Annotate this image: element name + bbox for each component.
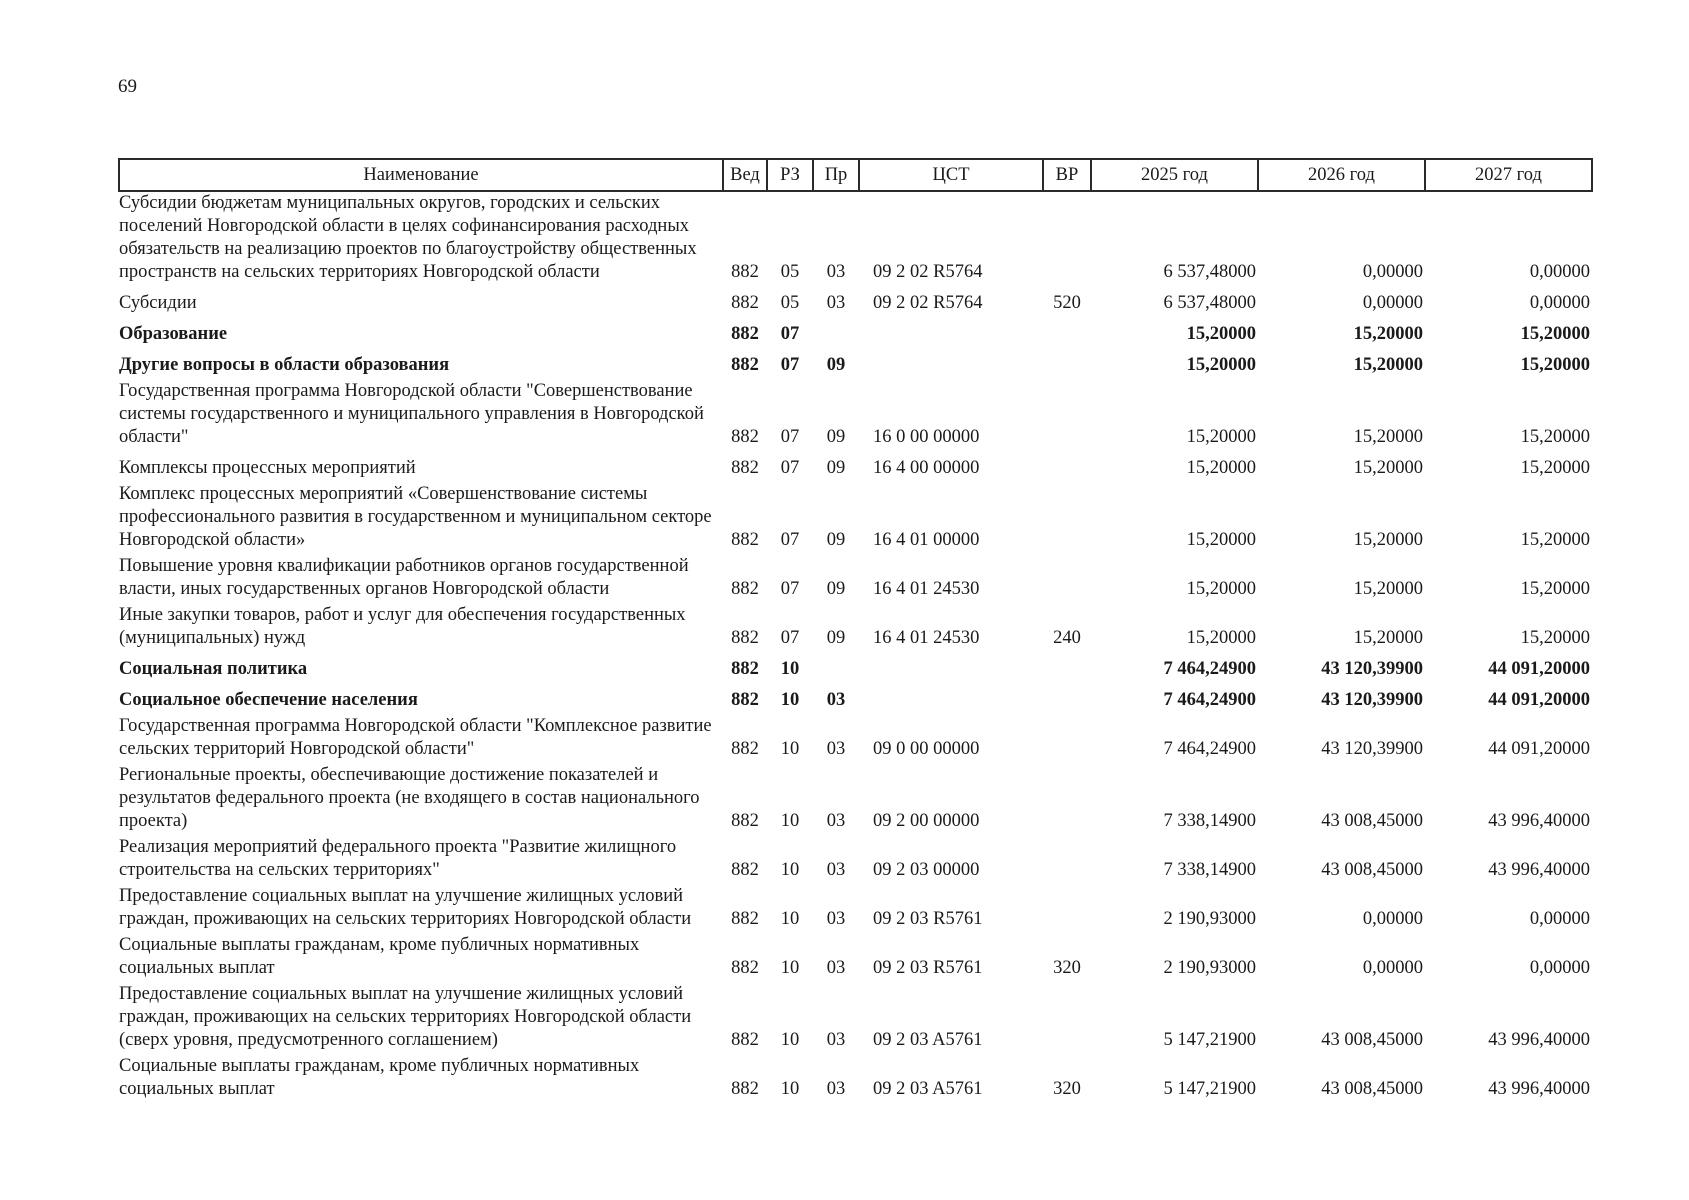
row-2026: 15,20000 xyxy=(1353,628,1423,648)
page-number: 69 xyxy=(118,76,137,97)
row-rz: 07 xyxy=(780,628,800,648)
row-pr xyxy=(813,653,859,684)
table-row xyxy=(119,318,1592,349)
row-vr xyxy=(1043,885,1091,934)
row-ved: 882 xyxy=(731,860,759,880)
row-2025: 6 537,48000 xyxy=(1163,262,1256,282)
row-ved: 882 xyxy=(731,262,759,282)
row-name: Другие вопросы в области образования xyxy=(119,355,450,375)
row-ved: 882 xyxy=(731,811,759,831)
row-2027: 15,20000 xyxy=(1520,579,1590,599)
table-row xyxy=(119,452,1592,483)
row-name: Предоставление социальных выплат на улучшение жилищных условий граждан, проживающих на сельских территориях Новгородской области xyxy=(119,886,692,929)
row-rz: 07 xyxy=(780,324,800,344)
row-2026: 43 120,39900 xyxy=(1321,690,1423,710)
row-ved: 882 xyxy=(731,458,759,478)
row-2026: 43 120,39900 xyxy=(1321,659,1423,679)
row-pr: 03 xyxy=(826,690,846,710)
row-pr: 03 xyxy=(826,262,846,282)
row-rz: 10 xyxy=(780,860,800,880)
table-row xyxy=(119,1055,1592,1104)
header-cst: ЦСТ xyxy=(859,159,1043,191)
row-2025: 7 464,24900 xyxy=(1163,690,1256,710)
row-rz: 07 xyxy=(780,355,800,375)
row-2025: 6 537,48000 xyxy=(1163,293,1256,313)
row-2026: 43 120,39900 xyxy=(1321,739,1423,759)
table-row xyxy=(119,684,1592,715)
row-2025: 2 190,93000 xyxy=(1163,909,1256,929)
row-cst: 09 0 00 00000 xyxy=(873,739,980,759)
row-name: Государственная программа Новгородской области "Комплексное развитие сельских территорий Новгородской области" xyxy=(119,716,712,759)
row-rz: 10 xyxy=(780,1030,800,1050)
row-cst: 09 2 02 R5764 xyxy=(873,293,983,313)
row-2025: 15,20000 xyxy=(1186,324,1256,344)
row-vr xyxy=(1043,483,1091,555)
table-row xyxy=(119,380,1592,452)
row-rz: 10 xyxy=(780,958,800,978)
row-2027: 15,20000 xyxy=(1520,628,1590,648)
row-pr: 03 xyxy=(826,811,846,831)
row-name: Социальные выплаты гражданам, кроме публичных нормативных социальных выплат xyxy=(119,935,640,978)
row-2027: 43 996,40000 xyxy=(1488,1079,1590,1099)
row-name: Региональные проекты, обеспечивающие достижение показателей и результатов федерального проекта (не входящего в состав национального проекта) xyxy=(119,765,700,831)
row-rz: 10 xyxy=(780,1079,800,1099)
table-row xyxy=(119,836,1592,885)
row-2027: 15,20000 xyxy=(1520,355,1590,375)
row-name: Иные закупки товаров, работ и услуг для обеспечения государственных (муниципальных) нужд xyxy=(119,605,686,648)
row-2026: 0,00000 xyxy=(1362,293,1423,313)
row-vr: 320 xyxy=(1053,1079,1081,1099)
row-cst: 09 2 00 00000 xyxy=(873,811,980,831)
budget-table xyxy=(118,158,1593,1104)
row-2027: 44 091,20000 xyxy=(1488,739,1590,759)
row-cst: 09 2 03 A5761 xyxy=(873,1079,983,1099)
row-2027: 0,00000 xyxy=(1529,293,1590,313)
row-cst: 09 2 03 00000 xyxy=(873,860,980,880)
row-vr xyxy=(1043,191,1091,287)
row-vr xyxy=(1043,452,1091,483)
header-vr: ВР xyxy=(1043,159,1091,191)
row-2025: 5 147,21900 xyxy=(1163,1079,1256,1099)
row-name: Социальные выплаты гражданам, кроме публичных нормативных социальных выплат xyxy=(119,1056,640,1099)
row-cst xyxy=(859,684,1043,715)
header-rz: РЗ xyxy=(767,159,813,191)
row-pr: 03 xyxy=(826,293,846,313)
row-cst xyxy=(859,318,1043,349)
header-2027: 2027 год xyxy=(1425,159,1592,191)
row-2026: 15,20000 xyxy=(1353,530,1423,550)
row-ved: 882 xyxy=(731,739,759,759)
table-row xyxy=(119,555,1592,604)
header-name: Наименование xyxy=(119,159,723,191)
row-ved: 882 xyxy=(731,293,759,313)
row-pr: 09 xyxy=(826,355,846,375)
header-2026: 2026 год xyxy=(1258,159,1425,191)
row-name: Реализация мероприятий федерального проекта "Развитие жилищного строительства на сельских территориях" xyxy=(119,837,677,880)
row-2025: 2 190,93000 xyxy=(1163,958,1256,978)
row-2025: 7 464,24900 xyxy=(1163,659,1256,679)
row-2026: 15,20000 xyxy=(1353,458,1423,478)
row-ved: 882 xyxy=(731,1030,759,1050)
row-rz: 05 xyxy=(780,293,800,313)
row-2027: 43 996,40000 xyxy=(1488,1030,1590,1050)
row-rz: 10 xyxy=(780,811,800,831)
row-rz: 10 xyxy=(780,739,800,759)
table-body xyxy=(119,191,1592,1104)
row-rz: 10 xyxy=(780,659,800,679)
row-name: Субсидии бюджетам муниципальных округов, городских и сельских поселений Новгородской области в целях софинансирования расходных обязательств на реализацию проектов по благоустройству общественных пространств на сельских территориях Новгородской области xyxy=(119,193,697,282)
row-2025: 15,20000 xyxy=(1186,355,1256,375)
row-pr: 03 xyxy=(826,739,846,759)
row-2027: 0,00000 xyxy=(1529,958,1590,978)
row-2027: 0,00000 xyxy=(1529,262,1590,282)
row-2026: 43 008,45000 xyxy=(1321,860,1423,880)
row-cst: 09 2 03 A5761 xyxy=(873,1030,983,1050)
row-cst: 16 0 00 00000 xyxy=(873,427,980,447)
row-ved: 882 xyxy=(731,958,759,978)
row-pr: 09 xyxy=(826,628,846,648)
row-2027: 15,20000 xyxy=(1520,427,1590,447)
row-ved: 882 xyxy=(731,579,759,599)
table-row xyxy=(119,885,1592,934)
row-name: Повышение уровня квалификации работников органов государственной власти, иных государственных органов Новгородской области xyxy=(119,556,689,599)
row-ved: 882 xyxy=(731,1079,759,1099)
table-row xyxy=(119,934,1592,983)
row-pr: 03 xyxy=(826,958,846,978)
row-2025: 7 338,14900 xyxy=(1163,860,1256,880)
row-name: Предоставление социальных выплат на улучшение жилищных условий граждан, проживающих на сельских территориях Новгородской области (сверх уровня, предусмотренного соглашением) xyxy=(119,984,692,1050)
row-ved: 882 xyxy=(731,427,759,447)
row-2026: 0,00000 xyxy=(1362,958,1423,978)
row-vr xyxy=(1043,349,1091,380)
row-2025: 15,20000 xyxy=(1186,427,1256,447)
row-cst: 16 4 01 24530 xyxy=(873,579,980,599)
row-2027: 15,20000 xyxy=(1520,530,1590,550)
row-vr xyxy=(1043,836,1091,885)
row-cst: 09 2 03 R5761 xyxy=(873,909,983,929)
row-2026: 15,20000 xyxy=(1353,579,1423,599)
row-2025: 5 147,21900 xyxy=(1163,1030,1256,1050)
row-2026: 43 008,45000 xyxy=(1321,1079,1423,1099)
row-vr xyxy=(1043,653,1091,684)
header-ved: Вед xyxy=(723,159,767,191)
row-cst: 09 2 02 R5764 xyxy=(873,262,983,282)
row-2026: 15,20000 xyxy=(1353,427,1423,447)
row-pr: 03 xyxy=(826,860,846,880)
row-rz: 07 xyxy=(780,530,800,550)
table-row xyxy=(119,191,1592,287)
row-name: Субсидии xyxy=(119,293,197,313)
row-2027: 0,00000 xyxy=(1529,909,1590,929)
row-2026: 43 008,45000 xyxy=(1321,811,1423,831)
table-row xyxy=(119,349,1592,380)
table-row xyxy=(119,983,1592,1055)
row-pr: 09 xyxy=(826,458,846,478)
row-2025: 7 338,14900 xyxy=(1163,811,1256,831)
header-pr: Пр xyxy=(813,159,859,191)
row-2027: 15,20000 xyxy=(1520,458,1590,478)
table-header-row xyxy=(119,159,1592,191)
row-name: Государственная программа Новгородской области "Совершенствование системы государственного и муниципального управления в Новгородской области" xyxy=(119,381,704,447)
row-2027: 15,20000 xyxy=(1520,324,1590,344)
row-2026: 0,00000 xyxy=(1362,909,1423,929)
row-cst: 16 4 00 00000 xyxy=(873,458,980,478)
table-row xyxy=(119,287,1592,318)
row-2025: 15,20000 xyxy=(1186,530,1256,550)
row-ved: 882 xyxy=(731,628,759,648)
row-2027: 43 996,40000 xyxy=(1488,860,1590,880)
row-name: Комплексы процессных мероприятий xyxy=(119,458,416,478)
row-name: Комплекс процессных мероприятий «Совершенствование системы профессионального развития в государственном и муниципальном секторе Новгородской области» xyxy=(119,484,712,550)
row-vr: 240 xyxy=(1053,628,1081,648)
row-rz: 05 xyxy=(780,262,800,282)
row-2025: 15,20000 xyxy=(1186,628,1256,648)
row-pr: 03 xyxy=(826,1030,846,1050)
row-pr: 03 xyxy=(826,909,846,929)
row-cst xyxy=(859,349,1043,380)
row-pr: 09 xyxy=(826,427,846,447)
row-vr xyxy=(1043,318,1091,349)
table-row xyxy=(119,715,1592,764)
row-2027: 43 996,40000 xyxy=(1488,811,1590,831)
row-2025: 15,20000 xyxy=(1186,458,1256,478)
row-2026: 15,20000 xyxy=(1353,355,1423,375)
row-cst xyxy=(859,653,1043,684)
row-vr: 320 xyxy=(1053,958,1081,978)
row-2027: 44 091,20000 xyxy=(1488,659,1590,679)
row-rz: 07 xyxy=(780,579,800,599)
row-pr: 09 xyxy=(826,579,846,599)
row-2026: 43 008,45000 xyxy=(1321,1030,1423,1050)
row-cst: 16 4 01 00000 xyxy=(873,530,980,550)
row-2025: 7 464,24900 xyxy=(1163,739,1256,759)
row-2027: 44 091,20000 xyxy=(1488,690,1590,710)
table-row xyxy=(119,653,1592,684)
row-ved: 882 xyxy=(731,659,759,679)
row-ved: 882 xyxy=(731,355,759,375)
table-row xyxy=(119,483,1592,555)
row-cst: 09 2 03 R5761 xyxy=(873,958,983,978)
row-2026: 15,20000 xyxy=(1353,324,1423,344)
row-vr xyxy=(1043,983,1091,1055)
row-name: Социальное обеспечение населения xyxy=(119,690,418,710)
row-2025: 15,20000 xyxy=(1186,579,1256,599)
row-ved: 882 xyxy=(731,324,759,344)
row-vr xyxy=(1043,380,1091,452)
row-ved: 882 xyxy=(731,690,759,710)
table-row xyxy=(119,604,1592,653)
row-rz: 10 xyxy=(780,909,800,929)
table-row xyxy=(119,764,1592,836)
row-vr xyxy=(1043,715,1091,764)
row-vr xyxy=(1043,555,1091,604)
row-rz: 10 xyxy=(780,690,800,710)
row-vr xyxy=(1043,764,1091,836)
row-vr: 520 xyxy=(1053,293,1081,313)
row-rz: 07 xyxy=(780,458,800,478)
row-name: Образование xyxy=(119,324,228,344)
row-ved: 882 xyxy=(731,530,759,550)
header-2025: 2025 год xyxy=(1091,159,1258,191)
row-pr xyxy=(813,318,859,349)
row-pr: 03 xyxy=(826,1079,846,1099)
row-vr xyxy=(1043,684,1091,715)
row-pr: 09 xyxy=(826,530,846,550)
row-ved: 882 xyxy=(731,909,759,929)
row-rz: 07 xyxy=(780,427,800,447)
row-2026: 0,00000 xyxy=(1362,262,1423,282)
row-cst: 16 4 01 24530 xyxy=(873,628,980,648)
row-name: Социальная политика xyxy=(119,659,308,679)
